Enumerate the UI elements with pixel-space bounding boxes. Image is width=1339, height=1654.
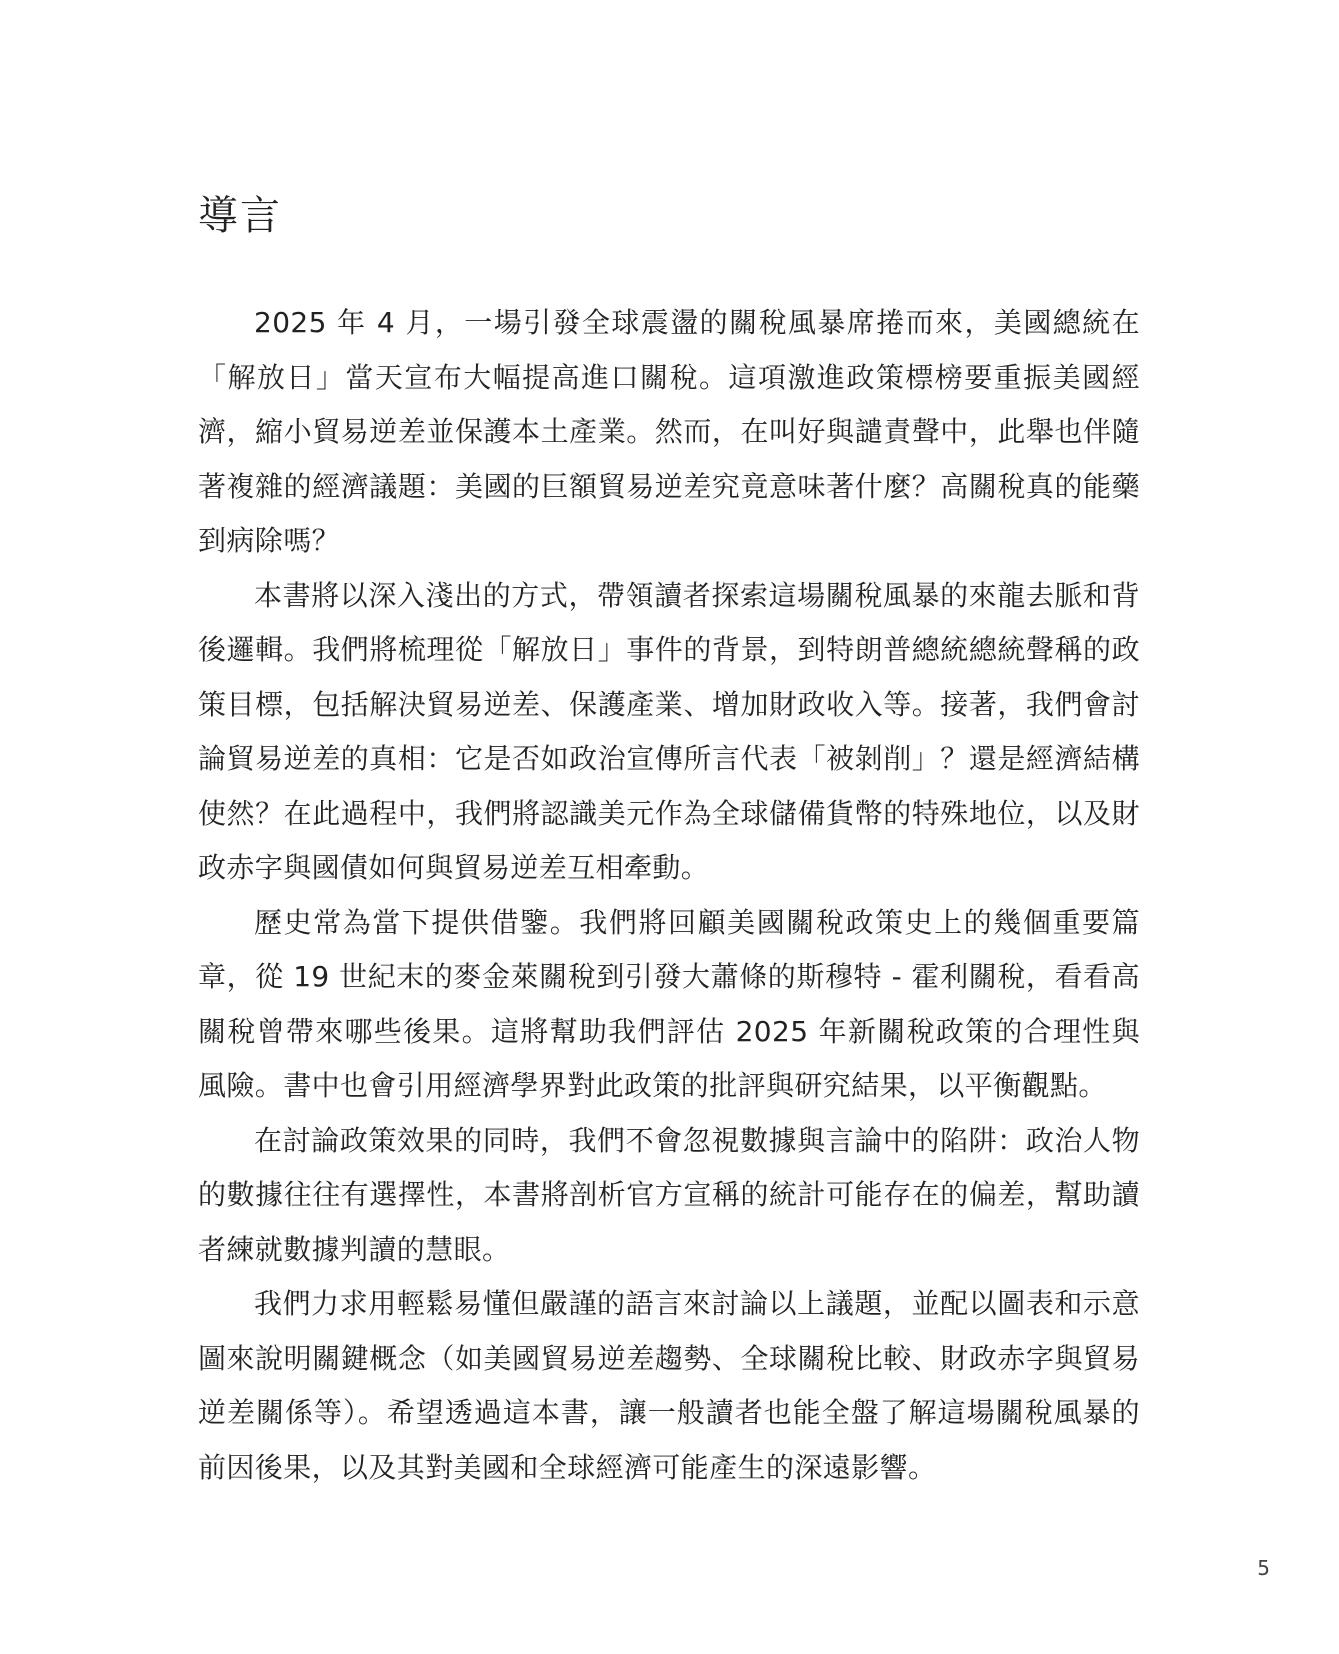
chapter-heading: 導言 [198, 193, 282, 239]
paragraph: 歷史常為當下提供借鑒。我們將回顧美國關稅政策史上的幾個重要篇章，從 19 世紀末的麥金萊關稅到引發大蕭條的斯穆特 - 霍利關稅，看看高關稅曾帶來哪些後果。這將幫助我們評估 2025 年新關稅政策的合理性與風險。書中也會引用經濟學界對此政策的批評與研究結果，以平衡觀點。 [198, 905, 1140, 1102]
paragraph: 本書將以深入淺出的方式，帶領讀者探索這場關稅風暴的來龍去脈和背後邏輯。我們將梳理從「解放日」事件的背景，到特朗普總統總統聲稱的政策目標，包括解決貿易逆差、保護產業、增加財政收入等。接著，我們會討論貿易逆差的真相：它是否如政治宣傳所言代表「被剝削」？還是經濟結構使然？在此過程中，我們將認識美元作為全球儲備貨幣的特殊地位，以及財政赤字與國債如何與貿易逆差互相牽動。 [198, 578, 1140, 884]
page-number: 5 [1257, 1556, 1270, 1580]
body-text [198, 296, 1140, 1495]
paragraph: 在討論政策效果的同時，我們不會忽視數據與言論中的陷阱：政治人物的數據往往有選擇性，本書將剖析官方宣稱的統計可能存在的偏差，幫助讀者練就數據判讀的慧眼。 [198, 1123, 1140, 1266]
paragraph: 我們力求用輕鬆易懂但嚴謹的語言來討論以上議題，並配以圖表和示意圖來說明關鍵概念（如美國貿易逆差趨勢、全球關稅比較、財政赤字與貿易逆差關係等）。希望透過這本書，讓一般讀者也能全盤了解這場關稅風暴的前因後果，以及其對美國和全球經濟可能產生的深遠影響。 [198, 1287, 1140, 1484]
paragraph: 2025 年 4 月，一場引發全球震盪的關稅風暴席捲而來，美國總統在「解放日」當天宣布大幅提高進口關稅。這項激進政策標榜要重振美國經濟，縮小貿易逆差並保護本土產業。然而，在叫好與譴責聲中，此舉也伴隨著複雜的經濟議題：美國的巨額貿易逆差究竟意味著什麼？高關稅真的能藥到病除嗎？ [198, 306, 1140, 557]
